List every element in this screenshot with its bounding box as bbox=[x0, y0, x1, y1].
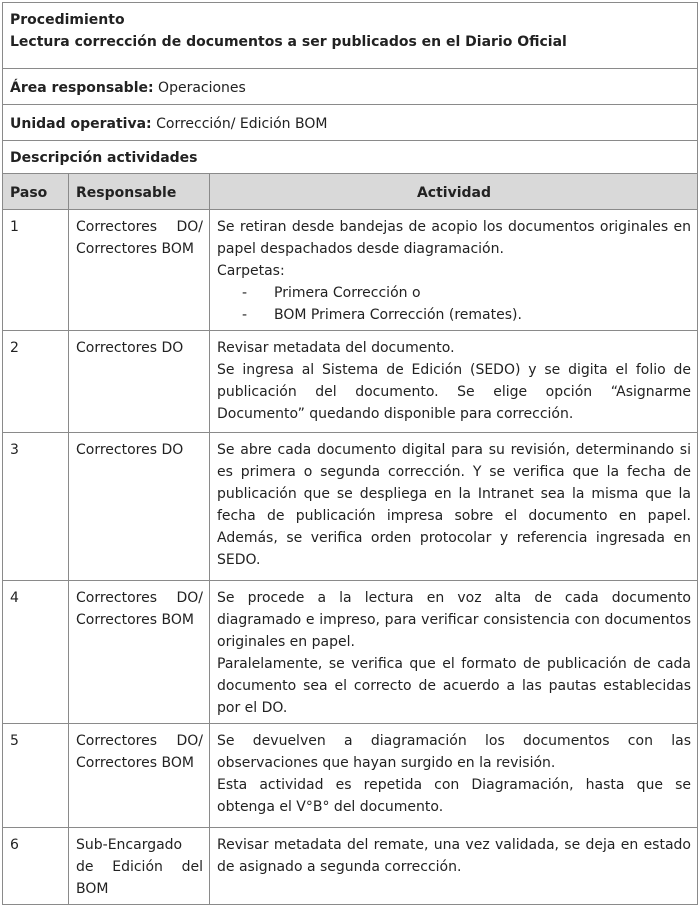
table-row bbox=[3, 828, 698, 905]
paso-cell: 6 bbox=[3, 828, 69, 905]
paso-cell: 3 bbox=[3, 433, 69, 581]
actividad-text: Revisar metadata del remate, una vez validada, se deja en estado de asignado a segunda corrección. bbox=[217, 837, 691, 875]
unidad-value: Corrección/ Edición BOM bbox=[156, 115, 328, 132]
column-header-paso: Paso bbox=[3, 174, 69, 210]
paso-cell: 2 bbox=[3, 331, 69, 433]
column-header-actividad: Actividad bbox=[210, 174, 698, 210]
actividad-cell bbox=[210, 331, 698, 433]
carpetas-list bbox=[217, 282, 691, 326]
actividad-text: Se procede a la lectura en voz alta de cada documento diagramado e impreso, para verificar consistencia con documentos originales en papel. bbox=[217, 590, 691, 650]
paso-cell: 4 bbox=[3, 581, 69, 724]
table-row bbox=[3, 433, 698, 581]
responsable-cell: Correctores DO bbox=[69, 433, 210, 581]
responsable-cell: Correctores DO bbox=[69, 331, 210, 433]
actividad-text: Esta actividad es repetida con Diagramación, hasta que se obtenga el V°B° del documento. bbox=[217, 777, 691, 815]
responsable-cell: Correctores DO/ Correctores BOM bbox=[69, 724, 210, 828]
area-value: Operaciones bbox=[158, 79, 246, 96]
descripcion-heading: Descripción actividades bbox=[3, 141, 698, 174]
paso-cell: 5 bbox=[3, 724, 69, 828]
responsable-cell: Sub-Encargado de Edición del BOM bbox=[69, 828, 210, 905]
procedure-title-cell bbox=[3, 3, 698, 69]
actividad-cell bbox=[210, 433, 698, 581]
procedure-title: Lectura corrección de documentos a ser publicados en el Diario Oficial bbox=[10, 34, 567, 50]
actividad-text: Se devuelven a diagramación los documentos con las observaciones que hayan surgido en la revisión. bbox=[217, 733, 691, 771]
actividad-text: Carpetas: bbox=[217, 263, 285, 279]
unidad-label: Unidad operativa: bbox=[10, 115, 152, 132]
list-item: - BOM Primera Corrección (remates). bbox=[242, 304, 691, 326]
actividad-text: Se retiran desde bandejas de acopio los documentos originales en papel despachados desde diagramación. bbox=[217, 219, 691, 257]
actividad-text: Se abre cada documento digital para su revisión, determinando si es primera o segunda corrección. Y se verifica que la fecha de publicación que se despliega en la Intranet sea la misma que la fecha de publicación impresa sobre el documento en papel. Además, se verifica orden protocolar y referencia ingresada en SEDO. bbox=[217, 442, 691, 568]
table-row bbox=[3, 724, 698, 828]
column-header-responsable: Responsable bbox=[69, 174, 210, 210]
actividad-cell bbox=[210, 828, 698, 905]
unidad-cell bbox=[3, 105, 698, 141]
actividad-text: Revisar metadata del documento. bbox=[217, 340, 455, 356]
actividad-cell bbox=[210, 581, 698, 724]
area-cell bbox=[3, 69, 698, 105]
actividad-text: Paralelamente, se verifica que el formato de publicación de cada documento sea el correcto de acuerdo a las pautas establecidas por el DO. bbox=[217, 656, 691, 716]
responsable-cell: Correctores DO/ Correctores BOM bbox=[69, 581, 210, 724]
actividad-cell bbox=[210, 724, 698, 828]
area-label: Área responsable: bbox=[10, 79, 154, 96]
table-row bbox=[3, 210, 698, 331]
table-row bbox=[3, 331, 698, 433]
procedure-label: Procedimiento bbox=[10, 12, 125, 28]
actividad-text: Se ingresa al Sistema de Edición (SEDO) y se digita el folio de publicación del documento. Se elige opción “Asignarme Documento” quedando disponible para corrección. bbox=[217, 362, 691, 422]
paso-cell: 1 bbox=[3, 210, 69, 331]
procedure-table bbox=[2, 2, 698, 905]
list-item: - Primera Corrección o bbox=[242, 282, 691, 304]
table-row bbox=[3, 581, 698, 724]
responsable-cell: Correctores DO/ Correctores BOM bbox=[69, 210, 210, 331]
actividad-cell bbox=[210, 210, 698, 331]
